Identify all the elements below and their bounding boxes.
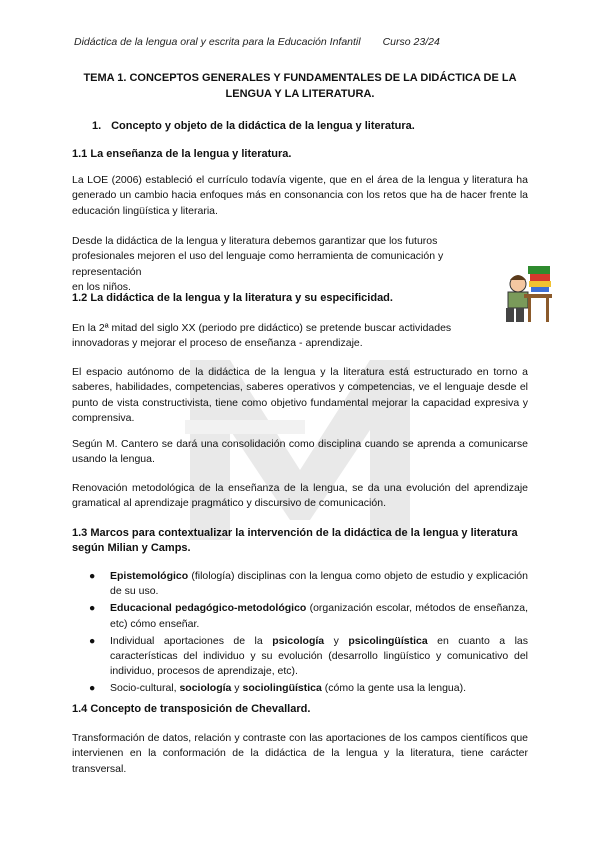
list-item-text: en cuanto a las características del individuo y su evolución (desarrollo lingüístico y comunicativo del individuo, procesos de aprendizaje, etc). [110,634,529,678]
bullet-icon: ● [89,634,96,647]
list-item-bold: Epistemológico [110,570,189,582]
section-1-heading [92,120,415,132]
list-item [72,601,528,631]
list-item [72,569,528,599]
bullet-icon: ● [89,570,96,582]
section-1-2-heading: 1.2 La didáctica de la lengua y la literatura y su especificidad. [72,292,393,304]
bullet-icon: ● [89,682,96,695]
section-1-2-paragraph-2: El espacio autónomo de la didáctica de la lengua y la literatura está estructurado en torno a saberes, habilidades, competencias, saberes operativos y competencias, ve el lenguaje desde el punto de vista constructivista, tiene como objetivo fundamental mejorar la capacidad expresiva y comprensiva. [72,366,528,424]
list-item-bold: Educacional pedagógico-metodológico [110,602,307,615]
section-1-number: 1. [92,120,102,132]
section-1-2-paragraph-3: Según M. Cantero se dará una consolidación como disciplina cuando se aprenda a comunicarse usando la lengua. [72,438,528,466]
list-item-text: Individual aportaciones de la [110,634,273,647]
list-item-bold: psicolingüística [348,634,428,647]
list-item-text: y [324,634,349,647]
section-1-4-heading: 1.4 Concepto de transposición de Chevallard. [72,703,311,715]
document-title: TEMA 1. CONCEPTOS GENERALES Y FUNDAMENTALES DE LA DIDÁCTICA DE LA LENGUA Y LA LITERATURA. [83,72,517,100]
list-item-bold: sociolingüística [242,682,322,695]
section-1-1-heading: 1.1 La enseñanza de la lengua y literatura. [72,148,292,160]
section-1-3-list [72,569,528,699]
list-item-text: (organización escolar, métodos de enseñanza, etc) cómo enseñar. [110,602,528,630]
page-header [74,36,440,48]
section-1-1-paragraph-2 [72,234,500,295]
list-item-text: Socio-cultural, [110,682,180,695]
header-course: Curso 23/24 [382,36,440,48]
section-1-1-paragraph-2-end: en los niños. [72,280,131,293]
list-item-text: (cómo la gente usa la lengua). [321,682,467,695]
section-1-4-paragraph-1: Transformación de datos, relación y contraste con las aportaciones de los campos científicos que intervienen en la conformación de la didáctica de la lengua y la literatura, tiene carácter transversal. [72,732,528,775]
section-1-2-paragraph-4: Renovación metodológica de la enseñanza de la lengua, se da una evolución del aprendizaje gramatical al aprendizaje pragmático y discursivo de comunicación. [72,482,528,510]
bullet-icon: ● [89,602,96,615]
list-item-bold: sociología [179,682,232,695]
section-1-1-paragraph-2-text: Desde la didáctica de la lengua y literatura debemos garantizar que los futuros profesionales mejoren el uso del lenguaje como herramienta de comunicación y representación [72,235,444,278]
list-item-text: (filología) disciplinas con la lengua como objeto de estudio y explicación de su uso. [110,570,528,598]
section-1-2-paragraph-1: En la 2ª mitad del siglo XX (periodo pre didáctico) se pretende buscar actividades innovadoras y mejorar el proceso de enseñanza - aprendizaje. [72,322,452,350]
list-item [72,634,528,680]
list-item [72,681,528,696]
section-1-1-paragraph-1: La LOE (2006) estableció el currículo todavía vigente, que en el área de la lengua y literatura ha generado un cambio hacia enfoques más en consonancia con los retos que ha de hacer frente la educación lingüística y literaria. [72,174,528,217]
list-item-bold: psicología [272,634,325,647]
list-item-text: y [231,682,243,695]
section-1-3-heading: 1.3 Marcos para contextualizar la intervención de la didáctica de la lengua y literatura según Milian y Camps. [72,527,518,554]
section-1-text: Concepto y objeto de la didáctica de la lengua y literatura. [111,120,415,132]
header-subject: Didáctica de la lengua oral y escrita para la Educación Infantil [74,36,361,48]
